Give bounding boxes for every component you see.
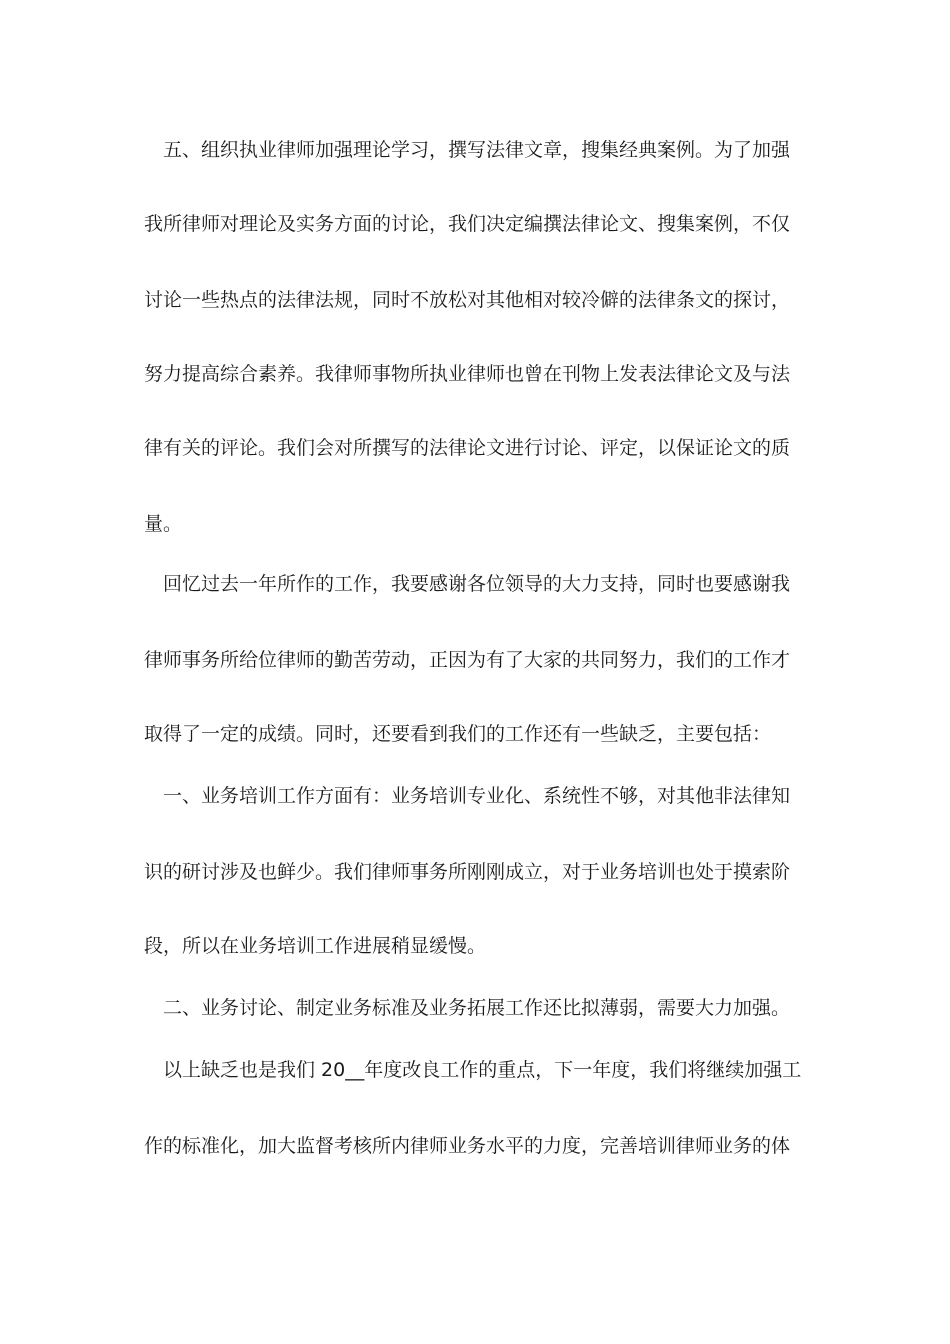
text-line: 识的研讨涉及也鲜少。我们律师事务所刚刚成立，对于业务培训也处于摸索阶 [144, 861, 791, 883]
text-line: 我所律师对理论及实务方面的讨论，我们决定编撰法律论文、搜集案例，不仅 [144, 213, 791, 235]
text-line: 讨论一些热点的法律法规，同时不放松对其他相对较冷僻的法律条文的探讨， [144, 289, 791, 311]
text-line: 回忆过去一年所作的工作，我要感谢各位领导的大力支持，同时也要感谢我 [163, 573, 791, 595]
text-line: 律师事务所给位律师的勤苦劳动，正因为有了大家的共同努力，我们的工作才 [144, 649, 791, 671]
text-line: 取得了一定的成绩。同时，还要看到我们的工作还有一些缺乏，主要包括： [144, 723, 772, 745]
text-line: 一、业务培训工作方面有：业务培训专业化、系统性不够，对其他非法律知 [163, 785, 791, 807]
text-line: 段，所以在业务培训工作进展稍显缓慢。 [144, 935, 487, 957]
text-line: 二、业务讨论、制定业务标准及业务拓展工作还比拟薄弱，需要大力加强。 [163, 997, 791, 1019]
text-line: 律有关的评论。我们会对所撰写的法律论文进行讨论、评定，以保证论文的质 [144, 437, 791, 459]
text-line: 五、组织执业律师加强理论学习，撰写法律文章，搜集经典案例。为了加强 [163, 139, 791, 161]
text-line: 以上缺乏也是我们 20__年度改良工作的重点，下一年度，我们将继续加强工 [163, 1059, 802, 1081]
text-line: 作的标准化，加大监督考核所内律师业务水平的力度，完善培训律师业务的体 [144, 1135, 791, 1157]
text-line: 量。 [144, 513, 183, 535]
text-line: 努力提高综合素养。我律师事物所执业律师也曾在刊物上发表法律论文及与法 [144, 363, 791, 385]
